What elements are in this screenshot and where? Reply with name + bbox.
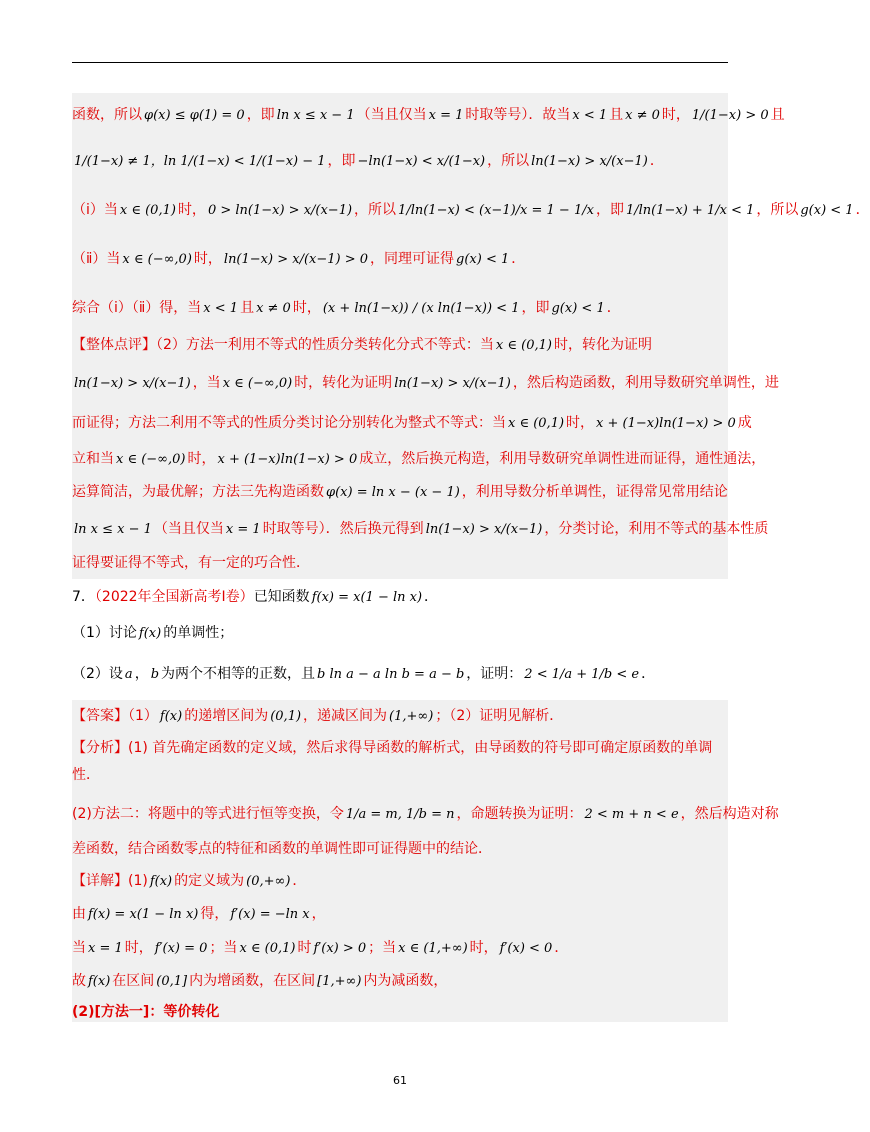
math-expression: f(x)	[138, 626, 162, 641]
math-expression: x ∈ (−∞,0)	[116, 452, 186, 467]
math-expression: x = 1	[428, 108, 464, 123]
text-segment: ，同理可证得	[370, 251, 455, 267]
text-segment: ，然后构造对称	[680, 806, 779, 822]
math-expression: x ∈ (−∞,0)	[122, 252, 192, 267]
text-segment: ，即	[521, 300, 550, 316]
text-segment: 时，	[177, 202, 206, 218]
text-segment: ，命题转换为证明：	[456, 806, 583, 822]
math-expression: f(x) = x(1 − ln x)	[88, 907, 199, 922]
math-expression: f′(x) = 0	[154, 941, 208, 956]
text-segment: ．	[641, 666, 656, 682]
text-segment: ．	[606, 300, 621, 316]
text-line	[72, 663, 728, 686]
math-expression: f′(x) > 0	[313, 941, 367, 956]
text-segment: 【分析】(1) 首先确定函数的定义域，然后求得导函数的解析式，由导函数的符号即可确定原函数的单调	[72, 740, 713, 756]
math-expression: x ∈ (0,1)	[495, 338, 552, 353]
math-expression: b ln a − a ln b = a − b	[317, 667, 465, 682]
text-segment: 【详解】(1)	[72, 873, 148, 889]
text-segment: ，即	[246, 107, 275, 123]
text-segment: 证得要证得不等式，有一定的巧合性．	[72, 555, 310, 571]
math-expression: ln(1−x) > x/(x−1)	[425, 522, 543, 537]
text-line	[72, 838, 728, 860]
text-segment: 为两个不相等的正数，且	[161, 666, 316, 682]
math-expression: a	[124, 667, 133, 682]
text-segment: ，证明：	[466, 666, 523, 682]
text-segment: ；（2）证明见解析．	[435, 708, 564, 724]
text-segment: ，	[311, 906, 326, 922]
math-expression: f(x)	[149, 874, 173, 889]
math-expression: φ(x) ≤ φ(1) = 0	[144, 108, 245, 123]
text-segment: 得，	[200, 906, 229, 922]
math-expression: ln(1−x) > x/(x−1)	[74, 376, 191, 391]
math-expression: x + (1−x)ln(1−x) > 0	[596, 416, 736, 431]
math-expression: 2 < 1/a + 1/b < e	[524, 667, 640, 682]
text-line	[72, 518, 769, 541]
page-number: 61	[393, 1074, 407, 1087]
text-segment: ．	[855, 202, 870, 218]
text-segment: 在区间	[112, 973, 155, 989]
text-segment: ，利用导数分析单调性，证得常见常用结论	[461, 484, 728, 500]
text-line	[72, 412, 752, 435]
text-segment: ．	[554, 940, 569, 956]
text-line	[72, 803, 779, 826]
math-expression: (x + ln(1−x)) / (x ln(1−x)) < 1	[322, 301, 520, 316]
text-segment: 的定义域为	[174, 873, 245, 889]
text-line	[72, 199, 870, 222]
text-line	[72, 705, 728, 728]
math-expression: 1/ln(1−x) + 1/x < 1	[625, 203, 755, 218]
text-segment: 的单调性；	[163, 625, 234, 641]
math-expression: φ(x) = ln x − (x − 1)	[326, 485, 460, 500]
text-segment: （2022年全国新高考Ⅰ卷）	[94, 589, 254, 605]
math-expression: (1,+∞)	[389, 709, 434, 724]
text-segment: （当且仅当	[356, 107, 427, 123]
text-line	[72, 937, 728, 960]
math-expression: f′(x) = −ln x	[230, 907, 310, 922]
text-segment: ，分类讨论，利用不等式的基本性质	[544, 521, 769, 537]
text-line	[72, 764, 728, 786]
math-expression: g(x) < 1	[800, 203, 854, 218]
text-segment: 时，	[124, 940, 153, 956]
text-segment: 内为增函数，在区间	[189, 973, 316, 989]
math-expression: x ≠ 0	[625, 108, 660, 123]
text-line	[72, 372, 779, 395]
text-segment: （2）设	[72, 666, 123, 682]
math-expression: x = 1	[225, 522, 261, 537]
text-segment: 差函数，结合函数零点的特征和函数的单调性即可证得题中的结论．	[72, 841, 492, 857]
text-segment: ，	[134, 666, 149, 682]
math-expression: b	[150, 667, 160, 682]
text-segment: （1）讨论	[72, 625, 137, 641]
text-segment: 时取等号）．然后换元得到	[262, 521, 424, 537]
text-segment: 时，	[193, 251, 222, 267]
math-expression: [1,+∞)	[317, 974, 362, 989]
text-segment: 成立，然后换元构造，利用导数研究单调性进而证得，通性通法，	[359, 451, 766, 467]
text-segment: 内为减函数，	[363, 973, 448, 989]
text-line	[72, 737, 728, 759]
text-segment: 【答案】（1）	[72, 708, 158, 724]
text-segment: 时，转化为证明	[553, 337, 652, 353]
text-segment: ，所以	[354, 202, 397, 218]
math-expression: 0 > ln(1−x) > x/(x−1)	[207, 203, 353, 218]
math-expression: (0,1]	[156, 974, 188, 989]
text-segment: ．	[424, 589, 439, 605]
text-line	[72, 297, 728, 320]
text-line	[72, 334, 728, 357]
text-segment: 成	[737, 415, 752, 431]
math-expression: 1/ln(1−x) < (x−1)/x = 1 − 1/x	[398, 203, 594, 218]
math-expression: x < 1	[203, 301, 239, 316]
math-expression: x ∈ (0,1)	[239, 941, 296, 956]
text-segment: 故	[72, 973, 86, 989]
text-line	[72, 150, 728, 173]
math-expression: x = 1	[88, 941, 123, 956]
math-expression: g(x) < 1	[551, 301, 605, 316]
text-segment: ；当	[209, 940, 238, 956]
text-segment: 7．	[72, 589, 95, 605]
text-segment: 且	[240, 300, 255, 316]
text-segment: 运算简洁，为最优解；方法三先构造函数	[72, 484, 324, 500]
math-expression: x ∈ (0,1)	[119, 203, 176, 218]
text-segment: ，当	[192, 375, 221, 391]
text-segment: 当	[72, 940, 86, 956]
text-segment: 函数，所以	[72, 107, 142, 123]
text-segment: 时，转化为证明	[294, 375, 393, 391]
text-segment: 且	[609, 107, 624, 123]
math-expression: 1/(1−x) ≠ 1，ln 1/(1−x) < 1/(1−x) − 1	[74, 154, 326, 169]
text-line	[72, 870, 728, 893]
math-expression: (0,+∞)	[246, 874, 291, 889]
math-expression: 2 < m + n < e	[584, 807, 679, 822]
text-segment: （当且仅当	[153, 521, 224, 537]
math-expression: x ∈ (−∞,0)	[222, 376, 293, 391]
text-line	[72, 586, 728, 609]
math-expression: g(x) < 1	[456, 252, 510, 267]
text-segment: 综合（ⅰ）（ⅱ）得，当	[72, 300, 202, 316]
text-segment: 性．	[72, 767, 100, 783]
math-expression: x + (1−x)ln(1−x) > 0	[217, 452, 358, 467]
math-expression: −ln(1−x) < x/(1−x)	[357, 154, 486, 169]
math-expression: x ≠ 0	[256, 301, 291, 316]
text-segment: （ⅰ）当	[72, 202, 118, 218]
text-segment: ，所以	[756, 202, 799, 218]
text-segment: 已知函数	[253, 589, 310, 605]
text-line	[72, 481, 728, 504]
math-expression: 1/a = m, 1/b = n	[345, 807, 455, 822]
math-expression: f(x)	[88, 974, 111, 989]
math-expression: f′(x) < 0	[499, 941, 553, 956]
text-segment: 而证得；方法二利用不等式的性质分类讨论分别转化为整式不等式：当	[72, 415, 506, 431]
math-expression: ln x ≤ x − 1	[74, 522, 152, 537]
text-segment: ，递减区间为	[303, 708, 388, 724]
text-line	[72, 1001, 728, 1023]
text-segment: ，所以	[487, 153, 530, 169]
text-segment: 且	[770, 107, 785, 123]
math-expression: ln(1−x) > x/(x−1) > 0	[223, 252, 369, 267]
text-segment: 时，	[187, 451, 216, 467]
text-segment: 立和当	[72, 451, 114, 467]
math-expression: f(x)	[159, 709, 183, 724]
text-segment: ，即	[595, 202, 624, 218]
text-line	[72, 448, 766, 471]
math-expression: x < 1	[572, 108, 608, 123]
text-segment: ．	[292, 873, 307, 889]
text-segment: ．	[649, 153, 664, 169]
math-expression: 1/(1−x) > 0	[691, 108, 769, 123]
text-line	[72, 104, 785, 127]
text-segment: 时，	[661, 107, 690, 123]
text-segment: 的递增区间为	[184, 708, 269, 724]
math-expression: ln(1−x) > x/(x−1)	[531, 154, 648, 169]
text-line	[72, 248, 728, 271]
math-expression: x ∈ (0,1)	[508, 416, 565, 431]
text-line	[72, 903, 728, 926]
text-segment: ，即	[327, 153, 356, 169]
text-segment: 时，	[292, 300, 321, 316]
math-expression: ln x ≤ x − 1	[276, 108, 355, 123]
text-segment: (2)方法二：将题中的等式进行恒等变换，令	[72, 806, 344, 822]
math-expression: ln(1−x) > x/(x−1)	[394, 376, 511, 391]
header-rule	[72, 62, 728, 63]
text-segment: 【整体点评】（2）方法一利用不等式的性质分类转化分式不等式：当	[72, 337, 494, 353]
math-expression: (0,1)	[270, 709, 302, 724]
text-segment: 时	[297, 940, 312, 956]
text-line	[72, 970, 728, 993]
text-segment: （ⅱ）当	[72, 251, 121, 267]
math-expression: f(x) = x(1 − ln x)	[311, 590, 423, 605]
text-segment: 由	[72, 906, 86, 922]
text-segment: ，然后构造函数，利用导数研究单调性，进	[512, 375, 779, 391]
math-expression: x ∈ (1,+∞)	[398, 941, 468, 956]
text-segment: 时，	[566, 415, 595, 431]
text-segment: 时，	[469, 940, 498, 956]
text-segment: (2)[方法一]：等价转化	[72, 1004, 220, 1020]
text-segment: ．	[511, 251, 526, 267]
text-line	[72, 552, 728, 574]
text-line	[72, 622, 728, 645]
text-segment: ；当	[368, 940, 397, 956]
text-segment: 时取等号）．故当	[465, 107, 571, 123]
